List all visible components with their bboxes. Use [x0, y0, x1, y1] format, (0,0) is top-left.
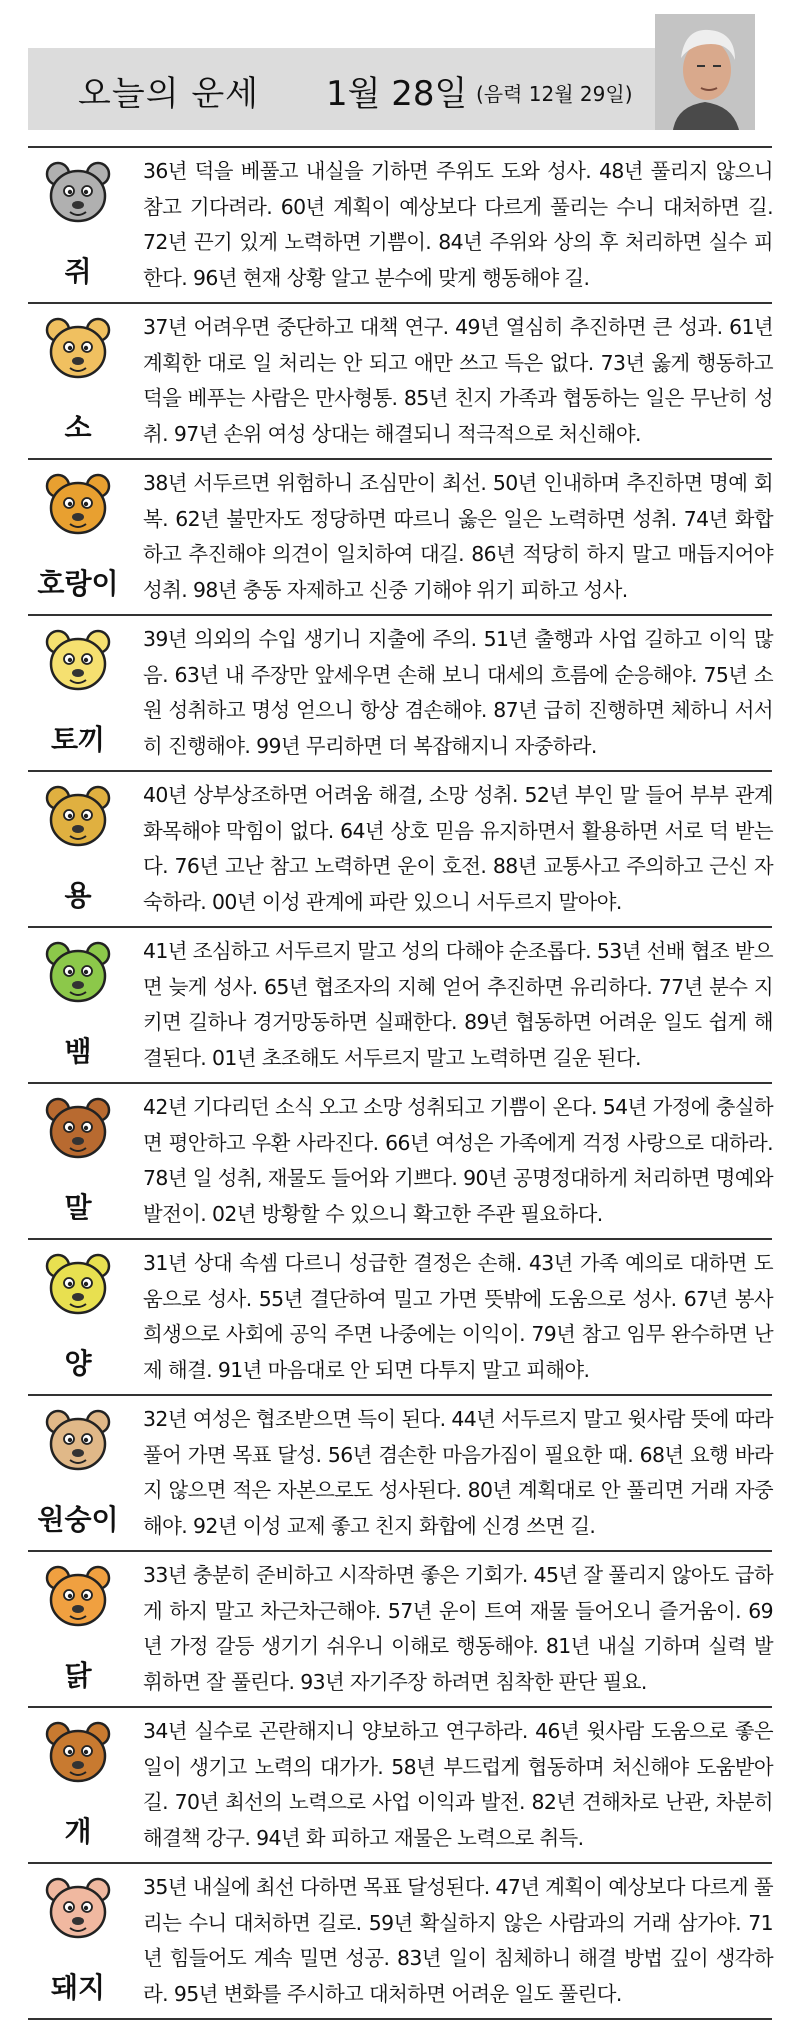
fortune-row [28, 304, 772, 460]
ox-icon [42, 312, 114, 384]
sheep-icon [42, 1248, 114, 1320]
zodiac-cell [28, 1396, 128, 1550]
fortune-text: 35년 내실에 최선 다하면 목표 달성된다. 47년 계획이 예상보다 다르게 풀리는 수니 대처하면 길로. 59년 확실하지 않은 사람과의 거래 삼가야. 71년 힘들어도 계속 밀면 성공. 83년 일이 침체하니 해결 방법 깊이 생각하라. 95년 변화를 주시하고 대처하면 어려운 일도 풀린다. [143, 1875, 773, 2006]
zodiac-name: 용 [64, 879, 92, 912]
zodiac-name: 말 [64, 1191, 92, 1224]
zodiac-name: 호랑이 [37, 567, 119, 600]
lunar-date-label: (음력 12월 29일) [476, 82, 633, 106]
fortune-row [28, 928, 772, 1084]
portrait-image [655, 14, 755, 130]
zodiac-cell [28, 1864, 128, 2018]
zodiac-cell [28, 1084, 128, 1238]
tiger-icon [42, 468, 114, 540]
zodiac-name: 뱀 [64, 1035, 92, 1068]
fortune-text: 39년 의외의 수입 생기니 지출에 주의. 51년 출행과 사업 길하고 이익 많음. 63년 내 주장만 앞세우면 손해 보니 대세의 흐름에 순응해야. 75년 소원 성취하고 명성 얻으니 항상 겸손해야. 87년 급히 진행하면 체하니 서서히 진행해야. 99년 무리하면 더 복잡해지니 자중하라. [143, 627, 773, 758]
fortune-text: 38년 서두르면 위험하니 조심만이 최선. 50년 인내하며 추진하면 명예 회복. 62년 불만자도 정당하면 따르니 옳은 일은 노력하면 성취. 74년 화합하고 추진해야 의견이 일치하여 대길. 86년 적당히 하지 말고 매듭지어야 성취. 98년 충동 자제하고 신중 기해야 위기 피하고 성사. [143, 471, 773, 602]
fortune-row [28, 1240, 772, 1396]
fortune-text: 41년 조심하고 서두르지 말고 성의 다해야 순조롭다. 53년 선배 협조 받으면 늦게 성사. 65년 협조자의 지혜 얻어 추진하면 유리하다. 77년 분수 지키면 길하나 경거망동하면 실패한다. 89년 협동하면 어려운 일도 쉽게 해결된다. 01년 초조해도 서두르지 말고 노력하면 길운 된다. [143, 939, 773, 1070]
dog-icon [42, 1716, 114, 1788]
zodiac-name: 닭 [64, 1659, 92, 1692]
fortune-row [28, 460, 772, 616]
horse-icon [42, 1092, 114, 1164]
fortune-row [28, 1396, 772, 1552]
fortune-text: 40년 상부상조하면 어려움 해결, 소망 성취. 52년 부인 말 들어 부부 관계 화목해야 막힘이 없다. 64년 상호 믿음 유지하면서 활용하면 서로 덕 받는다. 76년 고난 참고 노력하면 운이 호전. 88년 교통사고 주의하고 근신 자숙하라. 00년 이성 관계에 파란 있으니 서두르지 말아야. [143, 783, 773, 914]
fortune-row [28, 1552, 772, 1708]
fortune-row [28, 1084, 772, 1240]
fortune-text: 33년 충분히 준비하고 시작하면 좋은 기회가. 45년 잘 풀리지 않아도 급하게 하지 말고 차근차근해야. 57년 운이 트여 재물 들어오니 즐거움이. 69년 가정 갈등 생기기 쉬우니 이해로 행동해야. 81년 내실 기하며 실력 발휘하면 잘 풀린다. 93년 자기주장 하려면 침착한 판단 필요. [143, 1563, 773, 1694]
fortune-row [28, 146, 772, 304]
fortune-text: 31년 상대 속셈 다르니 성급한 결정은 손해. 43년 가족 예의로 대하면 도움으로 성사. 55년 결단하여 밀고 가면 뜻밖에 도움으로 성사. 67년 봉사 희생으로 사회에 공익 주면 나중에는 이익이. 79년 참고 임무 완수하면 난제 해결. 91년 마음대로 안 되면 다투지 말고 피해야. [143, 1251, 773, 1382]
rat-icon [42, 156, 114, 228]
author-portrait [655, 14, 755, 130]
zodiac-cell [28, 1240, 128, 1394]
monkey-icon [42, 1404, 114, 1476]
zodiac-name: 토끼 [50, 723, 106, 756]
header-banner [28, 48, 755, 130]
zodiac-cell [28, 304, 128, 458]
fortune-text: 34년 실수로 곤란해지니 양보하고 연구하라. 46년 윗사람 도움으로 좋은 일이 생기고 노력의 대가가. 58년 부드럽게 협동하며 처신해야 도움받아 길. 70년 최선의 노력으로 사업 이익과 발전. 82년 견해차로 난관, 차분히 해결책 강구. 94년 화 피하고 재물은 노력으로 취득. [143, 1719, 773, 1850]
pig-icon [42, 1872, 114, 1944]
fortune-row [28, 616, 772, 772]
dragon-icon [42, 780, 114, 852]
rabbit-icon [42, 624, 114, 696]
zodiac-name: 양 [64, 1347, 92, 1380]
zodiac-cell [28, 1552, 128, 1706]
fortune-row [28, 1708, 772, 1864]
fortune-text: 42년 기다리던 소식 오고 소망 성취되고 기쁨이 온다. 54년 가정에 충실하면 평안하고 우환 사라진다. 66년 여성은 가족에게 걱정 사랑으로 대하라. 78년 일 성취, 재물도 들어와 기쁘다. 90년 공명정대하게 처리하면 명예와 발전이. 02년 방황할 수 있으니 확고한 주관 필요하다. [143, 1095, 773, 1226]
zodiac-cell [28, 928, 128, 1082]
date-label: 1월 28일 [326, 74, 468, 114]
fortune-row [28, 1864, 772, 2020]
fortune-list [28, 146, 772, 2020]
zodiac-cell [28, 772, 128, 926]
fortune-text: 32년 여성은 협조받으면 득이 된다. 44년 서두르지 말고 윗사람 뜻에 따라 풀어 가면 목표 달성. 56년 겸손한 마음가짐이 필요한 때. 68년 요행 바라지 않으면 적은 자본으로도 성사된다. 80년 계획대로 안 풀리면 거래 자중해야. 92년 이성 교제 좋고 친지 화합에 신경 쓰면 길. [143, 1407, 773, 1538]
fortune-row [28, 772, 772, 928]
zodiac-name: 소 [64, 411, 92, 444]
zodiac-cell [28, 1708, 128, 1862]
zodiac-cell [28, 616, 128, 770]
zodiac-name: 개 [64, 1815, 92, 1848]
zodiac-name: 돼지 [50, 1971, 106, 2004]
zodiac-name: 원숭이 [37, 1503, 119, 1536]
rooster-icon [42, 1560, 114, 1632]
fortune-text: 37년 어려우면 중단하고 대책 연구. 49년 열심히 추진하면 큰 성과. 61년 계획한 대로 일 처리는 안 되고 애만 쓰고 득은 없다. 73년 옳게 행동하고 덕을 베푸는 사람은 만사형통. 85년 친지 가족과 협동하는 일은 무난히 성취. 97년 손위 여성 상대는 해결되니 적극적으로 처신해야. [143, 315, 773, 446]
page-title: 오늘의 운세 [78, 74, 260, 114]
snake-icon [42, 936, 114, 1008]
zodiac-cell [28, 460, 128, 614]
zodiac-name: 쥐 [64, 255, 92, 288]
fortune-text: 36년 덕을 베풀고 내실을 기하면 주위도 도와 성사. 48년 풀리지 않으니 참고 기다려라. 60년 계획이 예상보다 다르게 풀리는 수니 대처하면 길. 72년 끈기 있게 노력하면 기쁨이. 84년 주위와 상의 후 처리하면 실수 피한다. 96년 현재 상황 알고 분수에 맞게 행동해야 길. [143, 159, 773, 290]
zodiac-cell [28, 148, 128, 302]
